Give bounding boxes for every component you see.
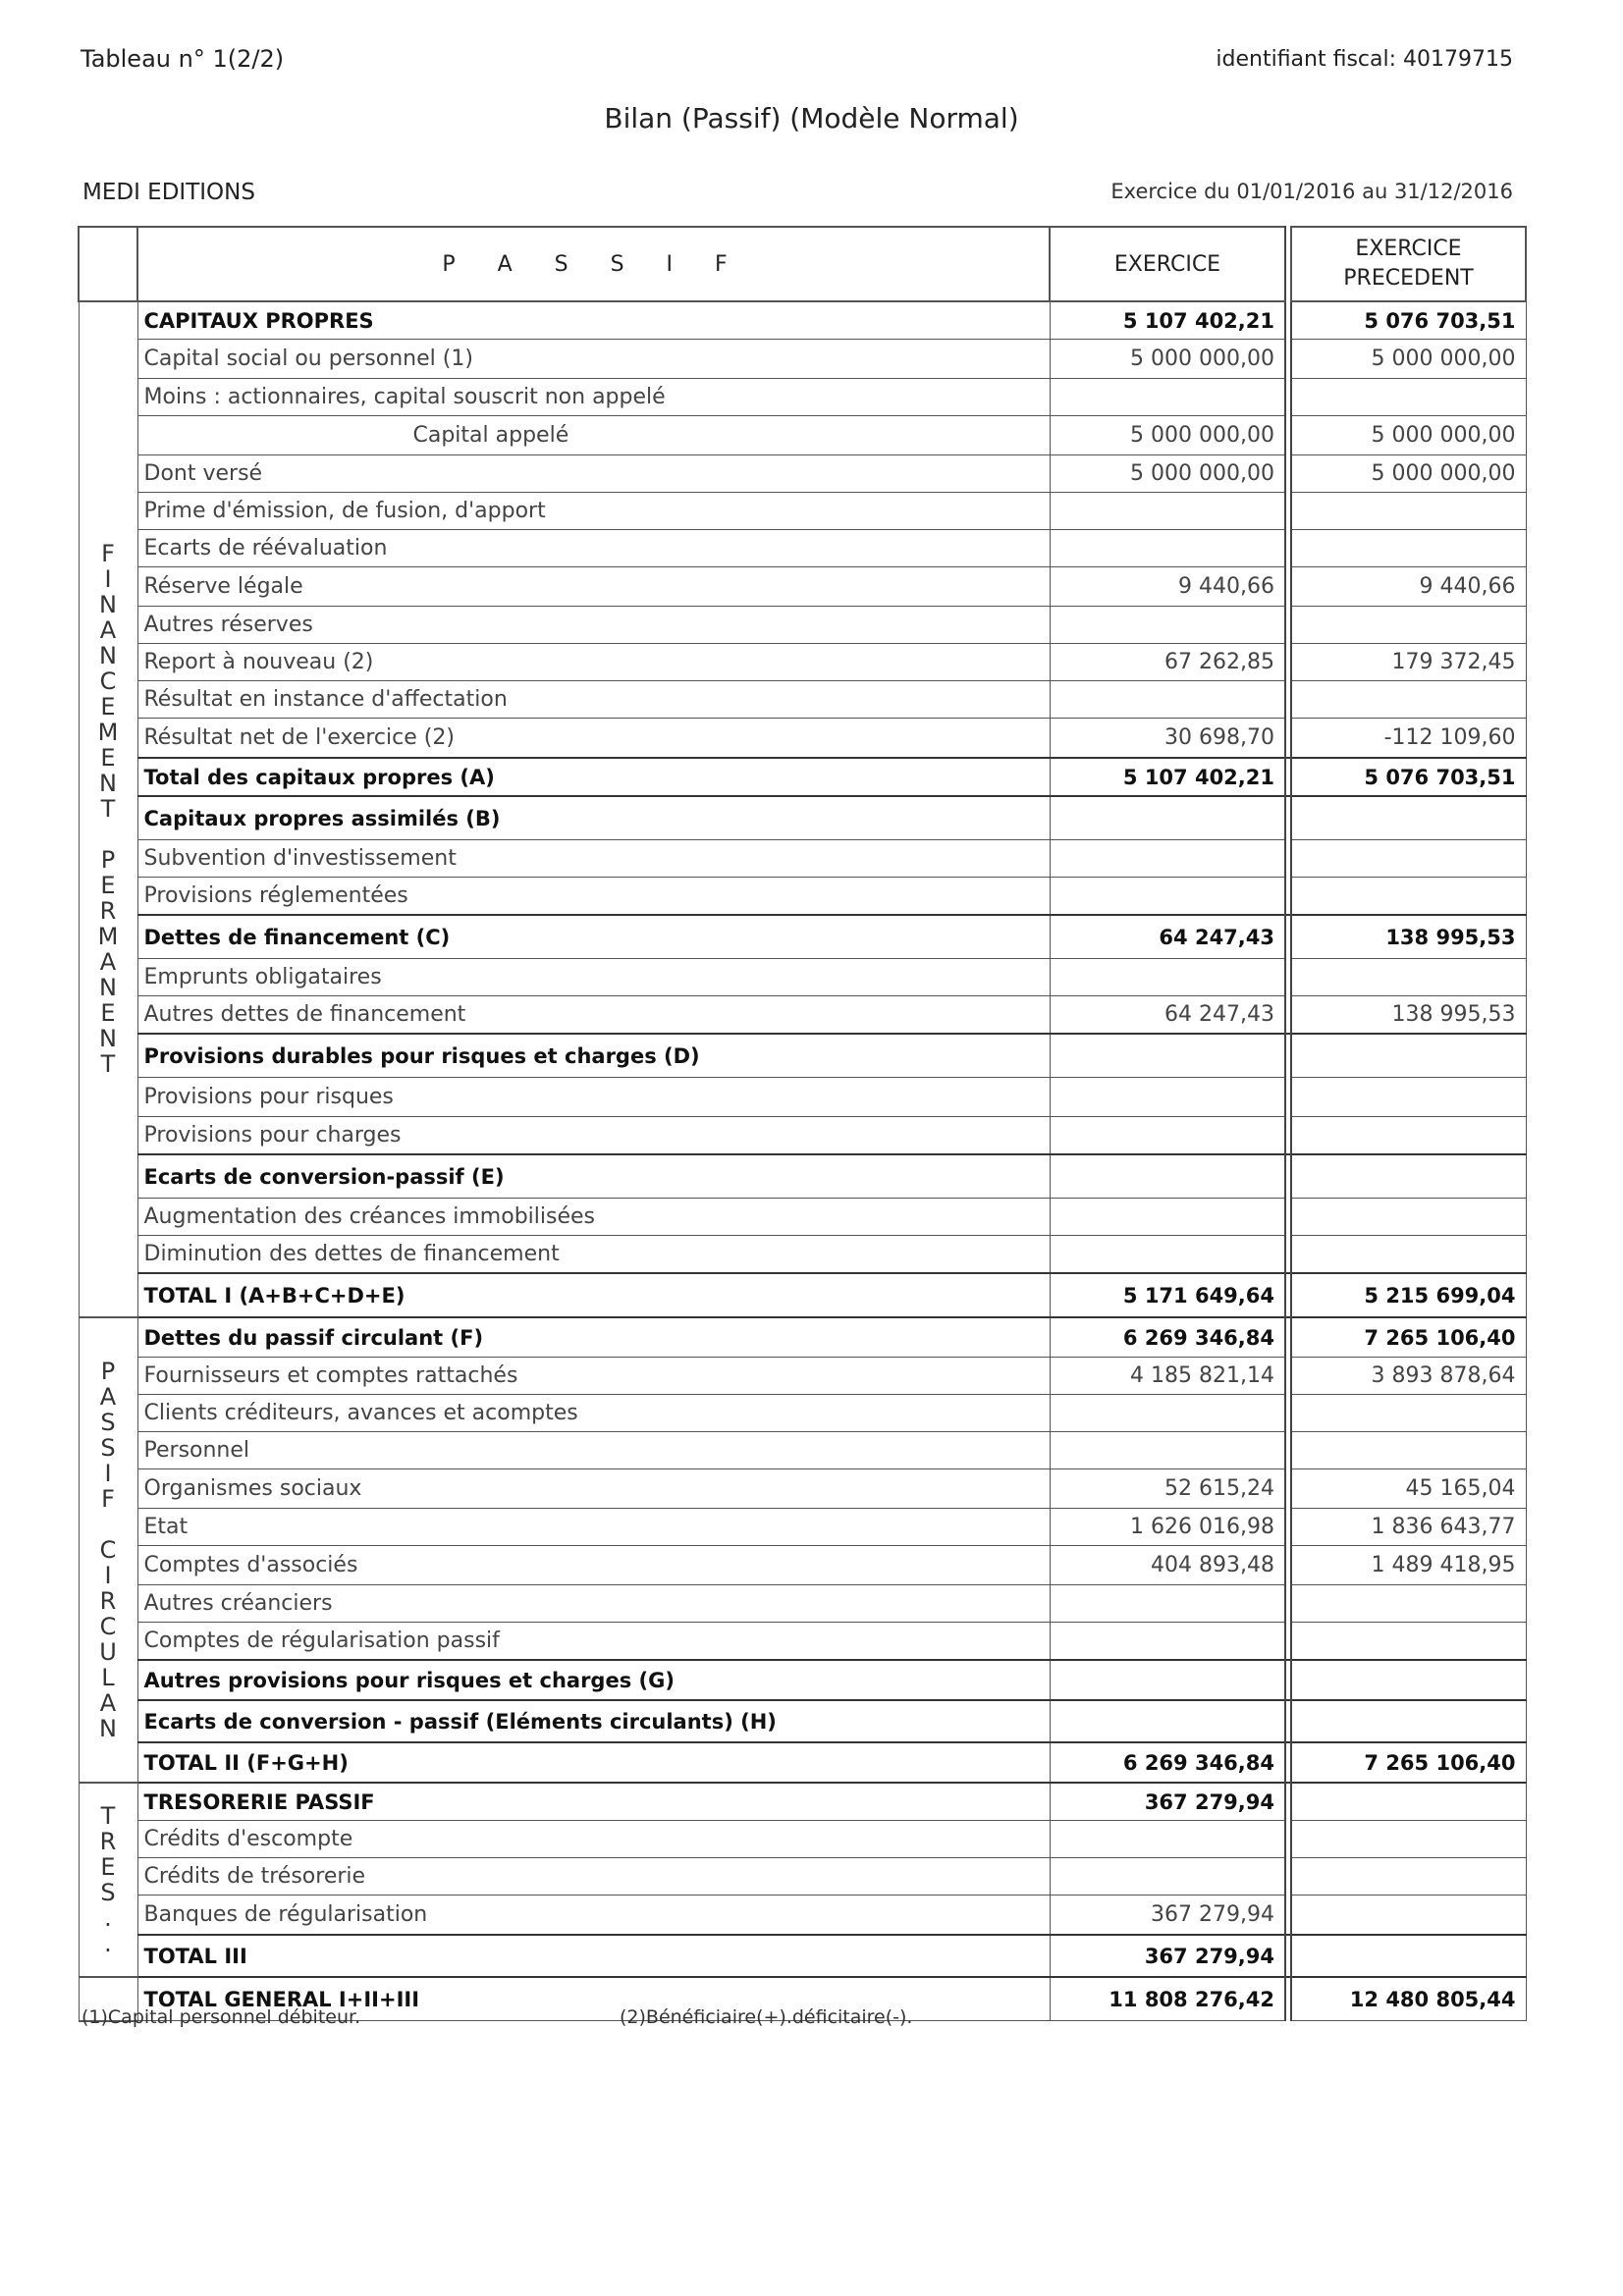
table-row: [79, 1358, 1526, 1395]
table-row: [79, 340, 1526, 379]
precedent-value: 3 893 878,64: [1291, 1358, 1526, 1395]
precedent-value: 5 076 703,51: [1291, 758, 1526, 796]
precedent-value: [1291, 379, 1526, 416]
section-passif-circulant: [79, 1317, 137, 1783]
precedent-value: 45 165,04: [1291, 1469, 1526, 1509]
precedent-value: 5 000 000,00: [1291, 416, 1526, 455]
row-label: Prime d'émission, de fusion, d'apport: [137, 493, 1050, 530]
row-label: TOTAL II (F+G+H): [137, 1742, 1050, 1783]
exercice-value: 5 171 649,64: [1050, 1273, 1285, 1317]
precedent-value: -112 109,60: [1291, 719, 1526, 759]
exercice-value: [1050, 840, 1285, 878]
table-row: [79, 959, 1526, 996]
vertical-letter: I: [104, 1561, 112, 1589]
row-label: Provisions pour risques: [137, 1078, 1050, 1117]
precedent-value: 179 372,45: [1291, 644, 1526, 681]
vertical-letter: E: [100, 1852, 116, 1881]
table-row: [79, 1546, 1526, 1585]
exercice-value: [1050, 1700, 1285, 1742]
passif-table: [78, 226, 1527, 2022]
exercice-value: 404 893,48: [1050, 1546, 1285, 1585]
exercice-value: 5 107 402,21: [1050, 758, 1285, 796]
row-label: Réserve légale: [137, 567, 1050, 607]
exercice-value: 64 247,43: [1050, 996, 1285, 1035]
footnote-1: (1)Capital personnel débiteur.: [81, 2006, 361, 2028]
exercice-value: 6 269 346,84: [1050, 1742, 1285, 1783]
section-vertical-label: [100, 1803, 117, 1956]
row-label: Crédits d'escompte: [137, 1821, 1050, 1858]
table-row: [79, 1199, 1526, 1236]
vertical-letter: .: [104, 1903, 112, 1932]
precedent-value: [1291, 1935, 1526, 1977]
table-row: [79, 1117, 1526, 1155]
vertical-letter: M: [97, 923, 119, 950]
table-row: [79, 1585, 1526, 1623]
passif-column-header: P A S S I F: [137, 227, 1050, 301]
vertical-letter: T: [100, 1801, 116, 1830]
table-row: [79, 681, 1526, 719]
table-row: [79, 379, 1526, 416]
exercice-value: 5 000 000,00: [1050, 340, 1285, 379]
exercice-value: [1050, 1236, 1285, 1274]
exercice-value: 67 262,85: [1050, 644, 1285, 681]
vertical-letter: .: [104, 1929, 112, 1957]
exercice-value: [1050, 1395, 1285, 1432]
table-row: [79, 719, 1526, 759]
vertical-letter: S: [100, 1408, 116, 1436]
table-row: [79, 1317, 1526, 1358]
row-label: Clients créditeurs, avances et acomptes: [137, 1395, 1050, 1432]
row-label: Crédits de trésorerie: [137, 1858, 1050, 1896]
table-row: [79, 1858, 1526, 1896]
fiscal-id: identifiant fiscal: 40179715: [1216, 47, 1513, 72]
exercice-column-header: EXERCICE: [1050, 227, 1285, 301]
precedent-value: [1291, 493, 1526, 530]
row-label: Augmentation des créances immobilisées: [137, 1199, 1050, 1236]
row-label: Report à nouveau (2): [137, 644, 1050, 681]
precedent-value: 5 215 699,04: [1291, 1273, 1526, 1317]
precedent-value: [1291, 1896, 1526, 1936]
row-label: Ecarts de réévaluation: [137, 530, 1050, 567]
precedent-value: [1291, 1034, 1526, 1078]
precedent-value: [1291, 1199, 1526, 1236]
vertical-letter: M: [97, 719, 119, 746]
table-row: [79, 1623, 1526, 1661]
precedent-value: [1291, 959, 1526, 996]
vertical-letter: P: [100, 1357, 116, 1385]
exercice-value: [1050, 607, 1285, 644]
vertical-letter: S: [100, 1878, 116, 1906]
precedent-value: 5 000 000,00: [1291, 455, 1526, 493]
precedent-value: [1291, 1623, 1526, 1661]
precedent-value: [1291, 840, 1526, 878]
table-row: [79, 878, 1526, 916]
page-title: Bilan (Passif) (Modèle Normal): [604, 102, 1019, 134]
vertical-letter: N: [99, 1714, 117, 1742]
row-label: Moins : actionnaires, capital souscrit non appelé: [137, 379, 1050, 416]
vertical-letter: A: [99, 1688, 117, 1717]
table-row: [79, 1154, 1526, 1199]
row-label: Résultat net de l'exercice (2): [137, 719, 1050, 759]
exercice-value: 64 247,43: [1050, 915, 1285, 959]
table-row: [79, 915, 1526, 959]
vertical-letter: N: [99, 642, 117, 669]
exercice-value: 1 626 016,98: [1050, 1509, 1285, 1546]
vertical-letter: T: [100, 1050, 116, 1078]
table-row: [79, 1273, 1526, 1317]
row-label: TOTAL I (A+B+C+D+E): [137, 1273, 1050, 1317]
exercice-value: 4 185 821,14: [1050, 1358, 1285, 1395]
table-reference: Tableau n° 1(2/2): [81, 45, 285, 73]
table-row: [79, 1078, 1526, 1117]
exercice-value: [1050, 1585, 1285, 1623]
row-label: Autres créanciers: [137, 1585, 1050, 1623]
row-label: Subvention d'investissement: [137, 840, 1050, 878]
row-label: Capitaux propres assimilés (B): [137, 796, 1050, 840]
precedent-value: [1291, 1078, 1526, 1117]
table-row: [79, 416, 1526, 455]
row-label: Dont versé: [137, 455, 1050, 493]
exercice-value: [1050, 1034, 1285, 1078]
exercice-value: [1050, 493, 1285, 530]
exercice-value: [1050, 379, 1285, 416]
exercice-value: [1050, 1154, 1285, 1199]
exercice-value: [1050, 796, 1285, 840]
table-row: [79, 758, 1526, 796]
exercice-value: [1050, 681, 1285, 719]
row-label: Comptes d'associés: [137, 1546, 1050, 1585]
vertical-letter: C: [99, 667, 117, 695]
exercice-value: [1050, 1199, 1285, 1236]
row-label: Personnel: [137, 1432, 1050, 1469]
exercice-value: 52 615,24: [1050, 1469, 1285, 1509]
vertical-letter: R: [99, 1586, 117, 1615]
row-label: Autres provisions pour risques et charges (G): [137, 1660, 1050, 1700]
exercice-value: [1050, 1660, 1285, 1700]
precedent-value: [1291, 1154, 1526, 1199]
vertical-letter: N: [99, 974, 117, 1001]
row-label: TOTAL GENERAL I+II+III: [137, 1977, 1050, 2021]
exercice-value: [1050, 1432, 1285, 1469]
precedent-value: [1291, 1585, 1526, 1623]
vertical-letter: N: [99, 1025, 117, 1052]
vertical-letter: I: [104, 565, 112, 593]
vertical-letter: T: [100, 795, 116, 823]
row-label: Provisions réglementées: [137, 878, 1050, 916]
precedent-value: 1 836 643,77: [1291, 1509, 1526, 1546]
table-row: [79, 455, 1526, 493]
vertical-letter: E: [100, 872, 116, 899]
precedent-value: [1291, 1783, 1526, 1821]
exercice-value: [1050, 1117, 1285, 1155]
table-row: [79, 530, 1526, 567]
row-label: Résultat en instance d'affectation: [137, 681, 1050, 719]
precedent-value: [1291, 1432, 1526, 1469]
table-row: [79, 1660, 1526, 1700]
row-label: Capital social ou personnel (1): [137, 340, 1050, 379]
table-row: [79, 840, 1526, 878]
table-row: [79, 1742, 1526, 1783]
row-label: Autres dettes de financement: [137, 996, 1050, 1035]
exercice-value: 30 698,70: [1050, 719, 1285, 759]
precedent-value: 5 000 000,00: [1291, 340, 1526, 379]
precedent-value: [1291, 1117, 1526, 1155]
precedent-value: 138 995,53: [1291, 996, 1526, 1035]
row-label: TOTAL III: [137, 1935, 1050, 1977]
row-label: Comptes de régularisation passif: [137, 1623, 1050, 1661]
precedent-value: [1291, 878, 1526, 916]
vertical-letter: C: [99, 1612, 117, 1640]
exercice-value: 5 000 000,00: [1050, 455, 1285, 493]
precedent-value: [1291, 681, 1526, 719]
precedent-value: [1291, 796, 1526, 840]
row-label: Provisions durables pour risques et charges (D): [137, 1034, 1050, 1078]
table-row: [79, 1236, 1526, 1274]
table-row: [79, 1469, 1526, 1509]
row-label: TRESORERIE PASSIF: [137, 1783, 1050, 1821]
vertical-letter: F: [101, 1484, 115, 1513]
vertical-letter: R: [99, 1827, 117, 1855]
row-label: Emprunts obligataires: [137, 959, 1050, 996]
exercice-value: 9 440,66: [1050, 567, 1285, 607]
vertical-letter: N: [99, 770, 117, 797]
table-header-row: [79, 227, 1526, 301]
row-label: Capital appelé: [137, 416, 1050, 455]
section-financement-permanent: [79, 301, 137, 1317]
section-vertical-label: [98, 541, 119, 1077]
precedent-value: 9 440,66: [1291, 567, 1526, 607]
precedent-value: 5 076 703,51: [1291, 301, 1526, 340]
row-label: Dettes de financement (C): [137, 915, 1050, 959]
vertical-letter: I: [104, 1459, 112, 1487]
footnote-2: (2)Bénéficiaire(+).déficitaire(-).: [620, 2006, 913, 2028]
row-label: CAPITAUX PROPRES: [137, 301, 1050, 340]
row-label: Diminution des dettes de financement: [137, 1236, 1050, 1274]
table-row: [79, 1395, 1526, 1432]
row-label: Fournisseurs et comptes rattachés: [137, 1358, 1050, 1395]
table-row: [79, 1509, 1526, 1546]
exercice-value: [1050, 1858, 1285, 1896]
header-corner-cell: [79, 227, 137, 301]
exercice-value: 6 269 346,84: [1050, 1317, 1285, 1358]
vertical-letter: R: [99, 897, 117, 925]
table-row: [79, 996, 1526, 1035]
company-name: MEDI EDITIONS: [82, 180, 255, 205]
table-row: [79, 1935, 1526, 1977]
exercice-value: 367 279,94: [1050, 1896, 1285, 1936]
vertical-letter: S: [100, 1433, 116, 1462]
vertical-letter: A: [99, 1382, 117, 1411]
table-row: [79, 1432, 1526, 1469]
table-row: [79, 493, 1526, 530]
precedent-value: [1291, 1858, 1526, 1896]
row-label: Etat: [137, 1509, 1050, 1546]
row-label: Dettes du passif circulant (F): [137, 1317, 1050, 1358]
precedent-value: [1291, 1395, 1526, 1432]
section-vertical-label: [99, 1359, 117, 1741]
row-label: Organismes sociaux: [137, 1469, 1050, 1509]
row-label: Autres réserves: [137, 607, 1050, 644]
section-tresorerie: [79, 1783, 137, 1977]
vertical-letter: C: [99, 1535, 117, 1564]
table-row: [79, 301, 1526, 340]
row-label: Ecarts de conversion-passif (E): [137, 1154, 1050, 1199]
precedent-value: 1 489 418,95: [1291, 1546, 1526, 1585]
table-row: [79, 644, 1526, 681]
precedent-value: [1291, 607, 1526, 644]
exercice-value: [1050, 1078, 1285, 1117]
row-label: Ecarts de conversion - passif (Eléments circulants) (H): [137, 1700, 1050, 1742]
precedent-value: 7 265 106,40: [1291, 1317, 1526, 1358]
precedent-value: 12 480 805,44: [1291, 1977, 1526, 2021]
table-row: [79, 1896, 1526, 1936]
row-label: Provisions pour charges: [137, 1117, 1050, 1155]
precedent-column-header: EXERCICE PRECEDENT: [1291, 227, 1526, 301]
exercice-value: 5 000 000,00: [1050, 416, 1285, 455]
exercice-value: [1050, 1623, 1285, 1661]
precedent-value: [1291, 1821, 1526, 1858]
vertical-letter: A: [99, 948, 117, 976]
vertical-letter: F: [101, 540, 115, 567]
table-row: [79, 796, 1526, 840]
vertical-letter: N: [99, 591, 117, 618]
row-label: Banques de régularisation: [137, 1896, 1050, 1936]
vertical-letter: E: [100, 744, 116, 772]
precedent-value: [1291, 1236, 1526, 1274]
table-row: [79, 1034, 1526, 1078]
precedent-value: 7 265 106,40: [1291, 1742, 1526, 1783]
exercice-value: [1050, 959, 1285, 996]
exercice-value: 11 808 276,42: [1050, 1977, 1285, 2021]
exercice-value: [1050, 1821, 1285, 1858]
vertical-letter: E: [100, 999, 116, 1027]
row-label: Total des capitaux propres (A): [137, 758, 1050, 796]
vertical-letter: A: [99, 616, 117, 644]
vertical-letter: P: [100, 846, 116, 874]
table-row: [79, 1700, 1526, 1742]
fiscal-period: Exercice du 01/01/2016 au 31/12/2016: [1110, 180, 1513, 203]
precedent-value: [1291, 530, 1526, 567]
exercice-value: 367 279,94: [1050, 1935, 1285, 1977]
precedent-value: [1291, 1700, 1526, 1742]
vertical-letter: L: [101, 1663, 115, 1691]
exercice-value: [1050, 878, 1285, 916]
vertical-letter: [98, 822, 119, 847]
exercice-value: 367 279,94: [1050, 1783, 1285, 1821]
vertical-letter: E: [100, 693, 116, 721]
precedent-value: 138 995,53: [1291, 915, 1526, 959]
vertical-letter: [99, 1512, 117, 1537]
precedent-value: [1291, 1660, 1526, 1700]
vertical-letter: U: [99, 1637, 117, 1666]
table-row: [79, 1821, 1526, 1858]
table-row: [79, 607, 1526, 644]
exercice-value: [1050, 530, 1285, 567]
table-row: [79, 1783, 1526, 1821]
table-row: [79, 567, 1526, 607]
exercice-value: 5 107 402,21: [1050, 301, 1285, 340]
